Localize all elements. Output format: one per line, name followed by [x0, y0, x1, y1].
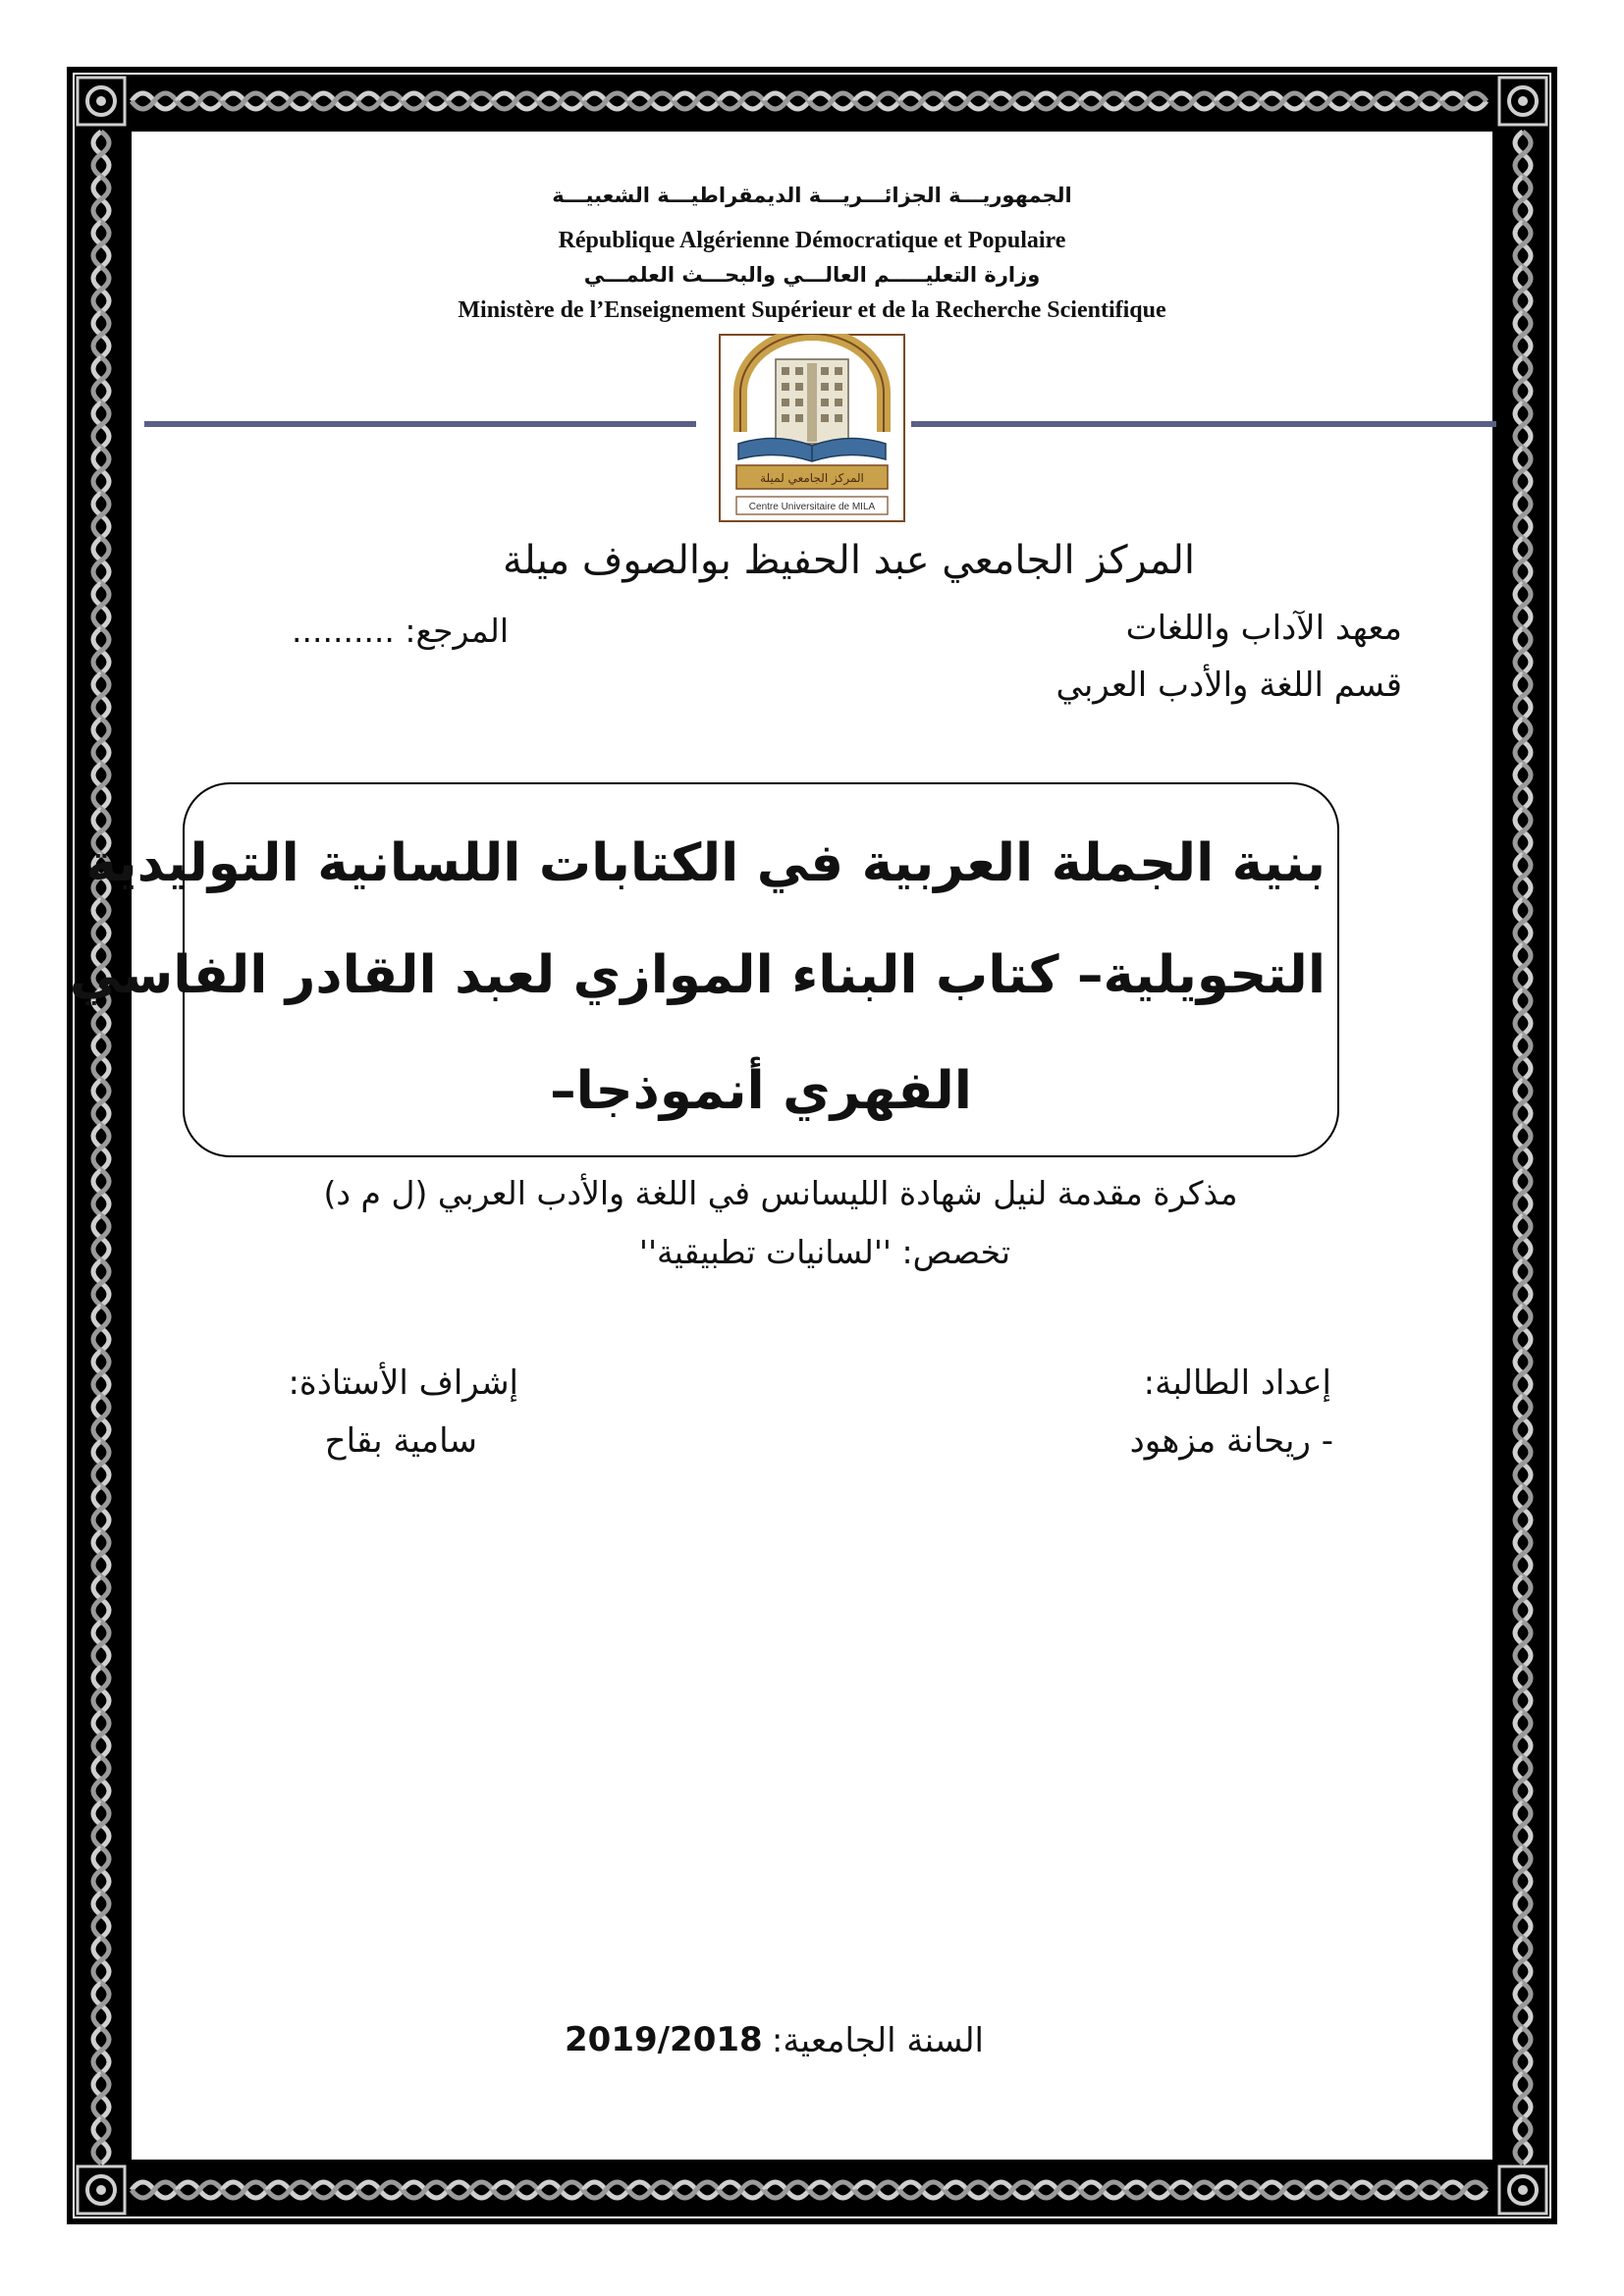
- thesis-title-line-1: بنية الجملة العربية في الكتابات اللسانية التوليدية: [85, 833, 1326, 893]
- department-name: قسم اللغة والأدب العربي: [1056, 666, 1402, 705]
- supervisor-label: إشراف الأستاذة:: [288, 1363, 518, 1403]
- student-label: إعداد الطالبة:: [1143, 1363, 1331, 1403]
- supervisor-name: سامية بقاح: [324, 1421, 477, 1461]
- republic-french: République Algérienne Démocratique et Populaire: [558, 228, 1066, 253]
- header-rule-right: [911, 421, 1496, 427]
- logo-banner-text: المركز الجامعي لميلة: [760, 471, 864, 485]
- republic-arabic: الجمهوريـــة الجزائـــريـــة الديمقراطيـــة الشعبيـــة: [552, 184, 1072, 207]
- logo-caption: Centre Universitaire de MILA: [748, 502, 876, 512]
- ministry-french: Ministère de l’Enseignement Supérieur et de la Recherche Scientifique: [458, 297, 1166, 323]
- degree-statement: مذكرة مقدمة لنيل شهادة الليسانس في اللغة والأدب العربي (ل م د): [323, 1174, 1238, 1212]
- thesis-title-line-2: التحويلية– كتاب البناء الموازي لعبد القادر الفاسي: [69, 945, 1326, 1005]
- reference-field: المرجع: ..........: [292, 612, 509, 650]
- student-name: - ريحانة مزهود: [1129, 1421, 1333, 1461]
- ministry-arabic: وزارة التعليـــــم العالـــي والبحـــث العلمـــي: [583, 263, 1041, 287]
- academic-year-label: السنة الجامعية:: [771, 2021, 984, 2060]
- academic-year-value: 2019/2018: [565, 2020, 763, 2059]
- specialty: تخصص: ''لسانيات تطبيقية'': [638, 1233, 1011, 1271]
- thesis-title-line-3: الفهري أنموذجا–: [550, 1061, 972, 1121]
- header-rule-left: [144, 421, 696, 427]
- university-logo: [719, 334, 905, 522]
- institute-name: معهد الآداب واللغات: [1125, 609, 1402, 648]
- university-center-name: المركز الجامعي عبد الحفيظ بوالصوف ميلة: [503, 538, 1195, 583]
